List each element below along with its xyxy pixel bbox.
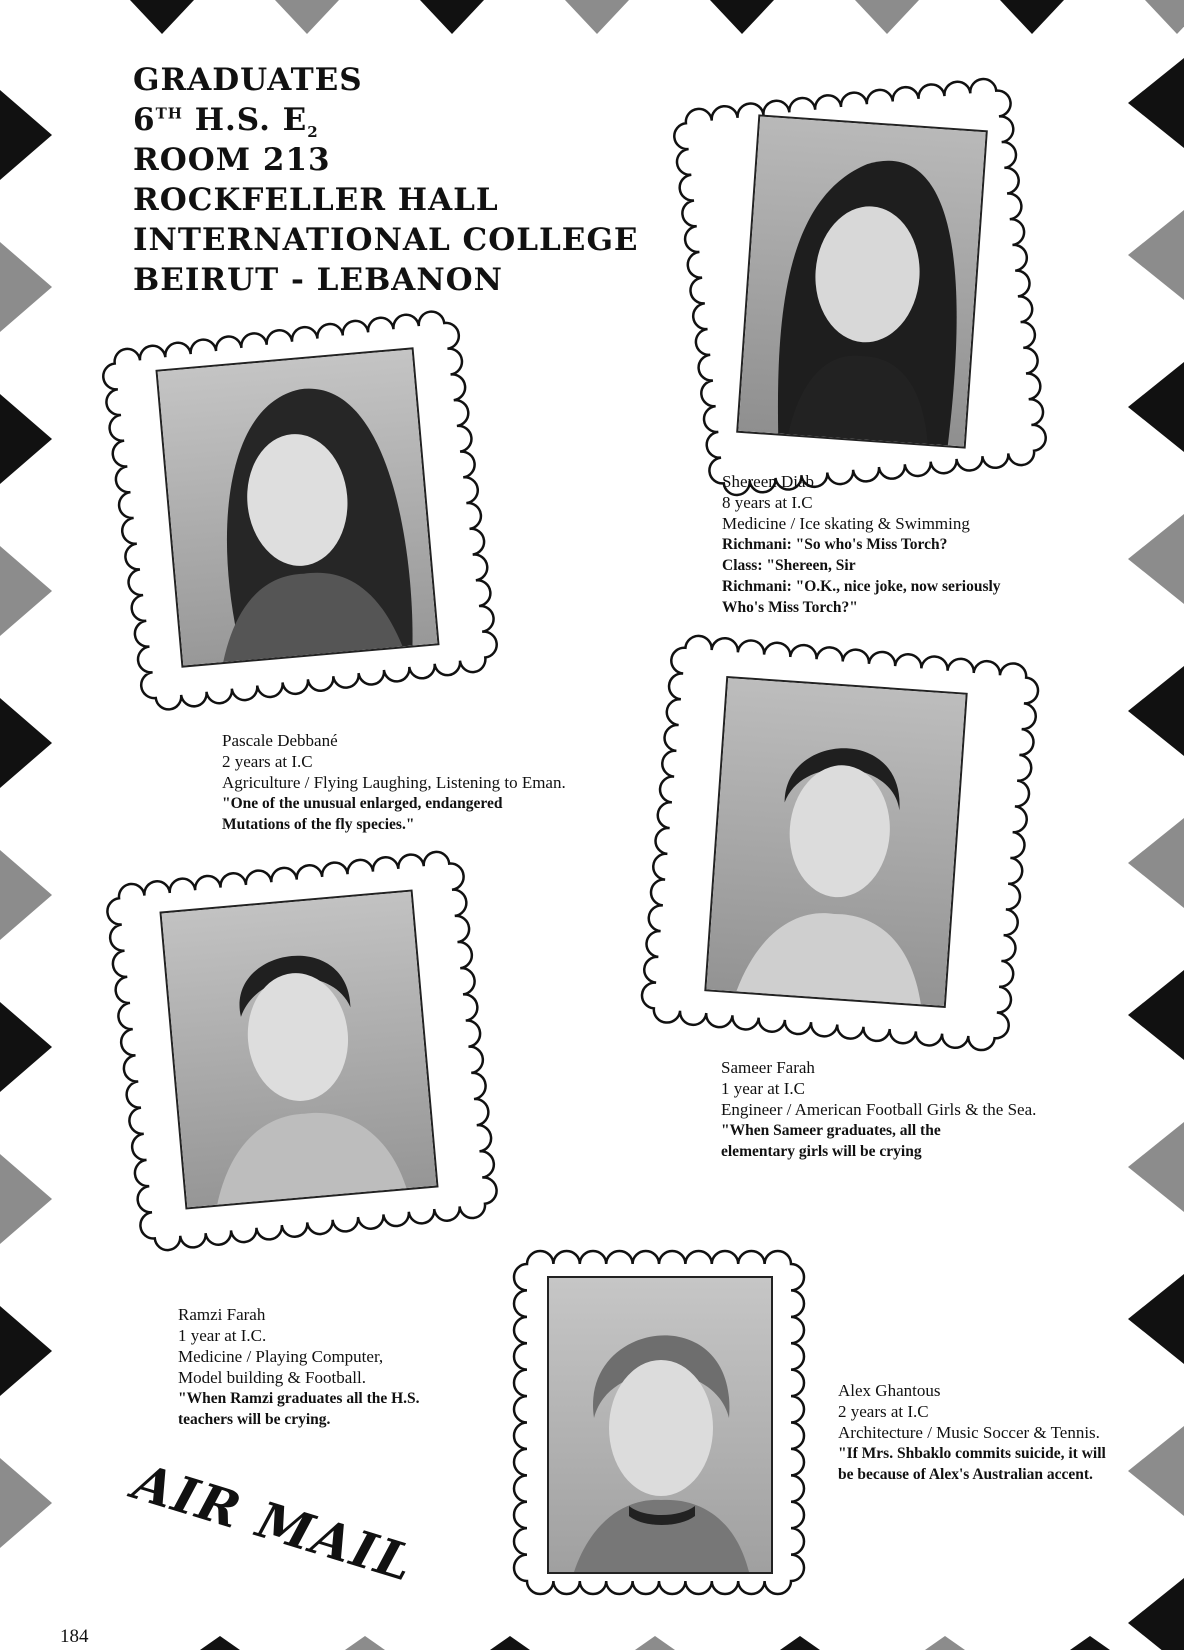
border-diamond <box>0 698 52 788</box>
student-interests: Engineer / American Football Girls & the Sea. <box>721 1100 1037 1119</box>
border-diamond <box>1128 58 1184 148</box>
border-diamond <box>0 90 52 180</box>
border-diamond <box>0 242 52 332</box>
border-diamond <box>635 1636 675 1650</box>
student-name: Alex Ghantous <box>838 1381 941 1400</box>
border-diamond <box>1128 1426 1184 1516</box>
student-name: Shereen Diab <box>722 472 815 491</box>
student-years: 2 years at I.C <box>222 752 313 771</box>
border-diamond <box>1145 0 1184 34</box>
header-line-5: INTERNATIONAL COLLEGE <box>133 222 639 258</box>
student-years: 8 years at I.C <box>722 493 813 512</box>
student-years: 1 year at I.C. <box>178 1326 267 1345</box>
border-diamond <box>1128 970 1184 1060</box>
border-diamond <box>0 394 52 484</box>
stamp-frame-alex <box>513 1250 805 1595</box>
header-line-6: BEIRUT - LEBANON <box>133 262 504 298</box>
photo-ramzi-farah <box>159 890 438 1210</box>
student-interests: Medicine / Ice skating & Swimming <box>722 514 970 533</box>
student-quote-line: Richmani: "O.K., nice joke, now seriously <box>722 578 1001 595</box>
border-diamond <box>275 0 339 34</box>
air-mail-stamp-text: AIR MAIL <box>126 1452 422 1594</box>
border-diamond <box>0 546 52 636</box>
stamp-frame-sameer <box>655 648 1025 1038</box>
border-diamond <box>925 1636 965 1650</box>
stamp-frame-pascale <box>120 328 480 693</box>
student-interests: Model building & Football. <box>178 1368 366 1387</box>
header-section-subscript: 2 <box>307 123 319 142</box>
border-diamond <box>855 0 919 34</box>
border-diamond <box>490 1636 530 1650</box>
border-diamond <box>1000 0 1064 34</box>
border-diamond <box>780 1636 820 1650</box>
photo-sameer-farah <box>704 676 967 1008</box>
header-section: H.S. E <box>182 102 308 138</box>
page-number: 184 <box>60 1626 89 1647</box>
student-interests: Medicine / Playing Computer, <box>178 1347 384 1366</box>
photo-shereen-diab <box>736 114 988 448</box>
student-quote-line: "One of the unusual enlarged, endangered <box>222 795 503 812</box>
caption-shereen <box>722 471 1001 618</box>
border-diamond <box>0 1306 52 1396</box>
student-quote-line: "When Ramzi graduates all the H.S. <box>178 1390 420 1407</box>
border-diamond <box>1128 1578 1184 1650</box>
student-quote-line: "When Sameer graduates, all the <box>721 1122 941 1139</box>
student-quote-line: teachers will be crying. <box>178 1411 331 1428</box>
border-diamond <box>200 1636 240 1650</box>
border-diamond <box>0 1002 52 1092</box>
border-diamond <box>1128 1122 1184 1212</box>
photo-alex-ghantous <box>547 1276 773 1574</box>
stamp-frame-ramzi <box>122 866 482 1236</box>
stamp-frame-shereen <box>690 92 1030 482</box>
border-diamond <box>1128 818 1184 908</box>
header-line-2 <box>133 100 639 140</box>
student-quote-line: be because of Alex's Australian accent. <box>838 1466 1093 1483</box>
student-quote-line: Class: "Shereen, Sir <box>722 557 856 574</box>
header-grade-number: 6 <box>133 102 156 138</box>
border-diamond <box>0 1154 52 1244</box>
border-diamond <box>420 0 484 34</box>
caption-sameer <box>721 1057 1036 1162</box>
student-quote-line: elementary girls will be crying <box>721 1143 922 1160</box>
student-interests: Architecture / Music Soccer & Tennis. <box>838 1423 1100 1442</box>
student-years: 2 years at I.C <box>838 1402 929 1421</box>
border-diamond <box>565 0 629 34</box>
student-quote-line: Who's Miss Torch?" <box>722 599 858 616</box>
caption-pascale <box>222 730 566 835</box>
border-diamond <box>1128 210 1184 300</box>
photo-pascale-debbane <box>155 347 439 667</box>
header-line-4: ROCKFELLER HALL <box>133 182 499 218</box>
border-diamond <box>1128 362 1184 452</box>
student-quote-line: Mutations of the fly species." <box>222 816 415 833</box>
student-quote-line: Richmani: "So who's Miss Torch? <box>722 536 948 553</box>
border-diamond <box>345 1636 385 1650</box>
border-diamond <box>1128 514 1184 604</box>
border-diamond <box>1070 1636 1110 1650</box>
student-name: Ramzi Farah <box>178 1305 266 1324</box>
header-line-1: GRADUATES <box>133 62 363 98</box>
header-line-3: ROOM 213 <box>133 142 331 178</box>
header-grade-suffix: TH <box>155 104 183 123</box>
border-diamond <box>130 0 194 34</box>
border-diamond <box>0 850 52 940</box>
student-name: Pascale Debbané <box>222 731 338 750</box>
student-interests: Agriculture / Flying Laughing, Listening to Eman. <box>222 773 566 792</box>
page-header <box>133 60 639 300</box>
border-diamond <box>710 0 774 34</box>
border-diamond <box>0 1458 52 1548</box>
caption-alex <box>838 1380 1106 1485</box>
student-years: 1 year at I.C <box>721 1079 806 1098</box>
student-name: Sameer Farah <box>721 1058 815 1077</box>
caption-ramzi <box>178 1304 420 1430</box>
border-diamond <box>1128 666 1184 756</box>
student-quote-line: "If Mrs. Shbaklo commits suicide, it will <box>838 1445 1106 1462</box>
border-diamond <box>1128 1274 1184 1364</box>
